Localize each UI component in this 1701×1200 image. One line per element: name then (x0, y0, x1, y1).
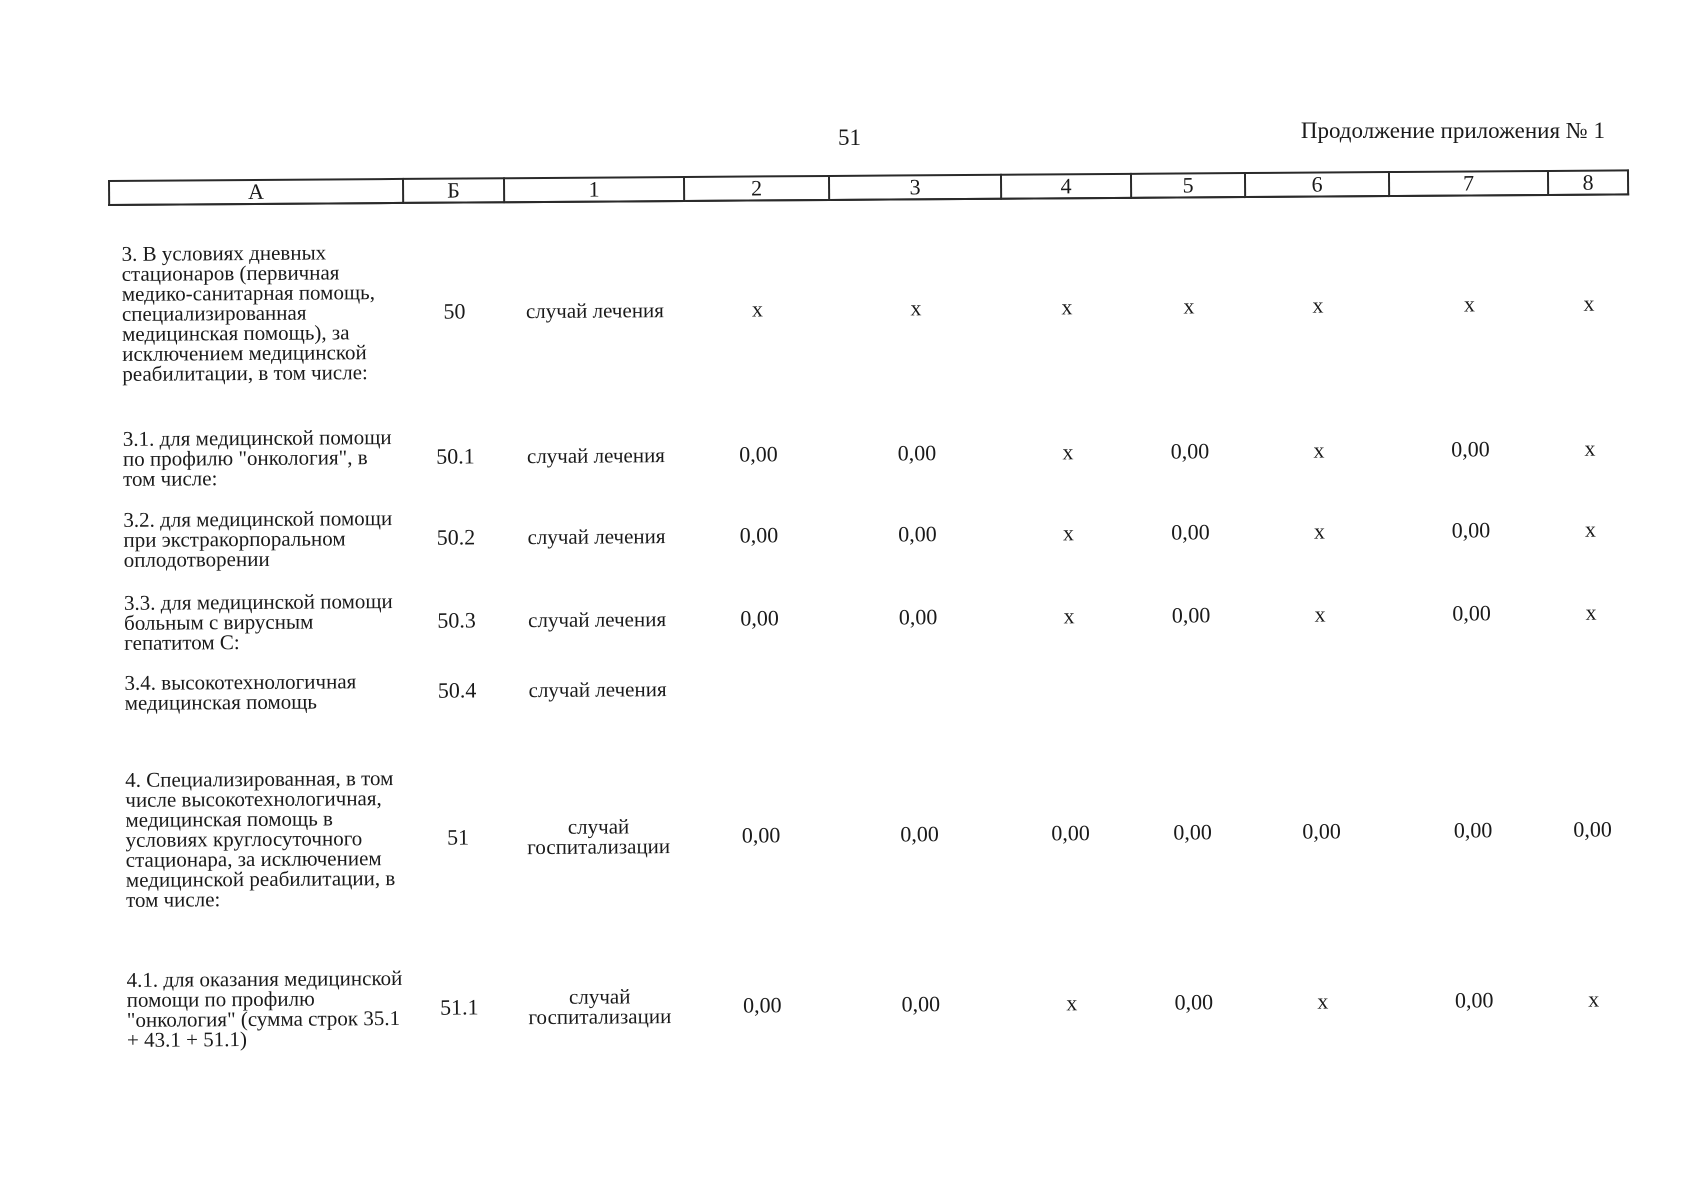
cell-value: 0,00 (1171, 519, 1210, 545)
cell-value: 0,00 (1452, 600, 1491, 626)
row-unit: случай лечения (526, 443, 666, 469)
cell-value: 0,00 (901, 991, 941, 1017)
cell-value: 0,00 (1453, 817, 1493, 843)
row-code: 50 (443, 298, 466, 324)
row-unit: случай госпитализации (528, 984, 672, 1030)
cell-value (687, 657, 832, 720)
cell-value: x (1317, 988, 1329, 1014)
column-header-b: Б (403, 178, 504, 203)
cell-value: x (1583, 290, 1595, 316)
cell-value (1134, 654, 1248, 717)
column-header-1: 1 (504, 177, 684, 202)
column-header-4: 4 (1001, 174, 1131, 199)
cell-value: 0,00 (1302, 818, 1341, 844)
row-label: 3.3. для медицинской помощи больным с вирусным гепатитом С: (123, 589, 393, 655)
table-row (111, 411, 1630, 496)
cell-value: 0,00 (739, 441, 778, 467)
page-number: 51 (838, 125, 861, 150)
cell-value: 0,00 (898, 521, 937, 547)
cell-value: x (1313, 437, 1325, 463)
cell-value: 0,00 (1451, 517, 1491, 543)
cell-value (832, 656, 1004, 719)
table-row (109, 194, 1629, 422)
cell-value: 0,00 (1573, 816, 1612, 842)
cell-value: 0,00 (739, 522, 779, 548)
column-header-3: 3 (829, 175, 1001, 200)
column-header-7: 7 (1389, 171, 1548, 196)
cell-value (1248, 653, 1392, 716)
table-row (114, 945, 1634, 1064)
cell-value: x (1584, 516, 1597, 542)
cell-value: 0,00 (1051, 820, 1090, 846)
column-header-6: 6 (1245, 172, 1389, 197)
cell-value: x (1063, 603, 1075, 629)
row-label: 3. В условиях дневных стационаров (первичная медико-санитарная помощь, специализированная медицинская помощь), за исключением медицинской реабилитации, в том числе: (121, 240, 375, 386)
cell-value: 0,00 (1454, 987, 1494, 1013)
row-unit: случай лечения (528, 677, 667, 703)
row-label: 4. Специализированная, в том числе высокотехнологичная, медицинская помощь в условиях круглосуточного стационара, за исключением медицинской реабилитации, в том числе: (125, 766, 396, 912)
column-header-5: 5 (1131, 173, 1245, 198)
cell-value: x (1062, 439, 1074, 465)
cell-value (1551, 651, 1631, 714)
row-code: 51 (447, 824, 470, 850)
row-code: 50.3 (437, 607, 476, 633)
cell-value: x (1061, 294, 1073, 320)
cell-value: x (910, 295, 922, 321)
data-table (108, 169, 1635, 1064)
row-unit: случай лечения (528, 607, 667, 633)
table-row (112, 651, 1631, 724)
cell-value: 0,00 (1174, 989, 1214, 1015)
cell-value: x (1584, 435, 1596, 461)
cell-value: x (1463, 291, 1475, 317)
continuation-note: Продолжение приложения № 1 (1300, 118, 1605, 143)
cell-value: 0,00 (742, 992, 782, 1018)
table-body (109, 194, 1634, 1064)
column-header-2: 2 (684, 176, 829, 201)
table-row (113, 713, 1634, 956)
table-row (112, 573, 1632, 662)
row-label: 3.4. высокотехнологичная медицинская помощь (124, 669, 357, 715)
row-label: 4.1. для оказания медицинской помощи по профилю "онкология" (сумма строк 35.1 + 43.1 + 51.1) (126, 965, 403, 1052)
row-code: 50.1 (436, 443, 475, 469)
cell-value: x (1314, 601, 1326, 627)
cell-value (1004, 655, 1134, 718)
cell-value: x (1066, 990, 1078, 1016)
cell-value: 0,00 (1173, 819, 1212, 845)
row-unit: случай госпитализации (527, 814, 671, 860)
column-header-8: 8 (1548, 170, 1628, 195)
row-label: 3.1. для медицинской помощи по профилю "онкология", в том числе: (122, 425, 392, 491)
row-unit: случай лечения (525, 298, 664, 324)
cell-value: x (1588, 986, 1600, 1012)
table-row (111, 485, 1631, 584)
cell-value: 0,00 (740, 605, 779, 631)
cell-value: 0,00 (898, 604, 938, 630)
cell-value: 0,00 (1171, 602, 1211, 628)
cell-value: 0,00 (900, 821, 939, 847)
cell-value: x (1585, 599, 1597, 625)
row-label: 3.2. для медицинской помощи при экстракорпоральном оплодотворении (123, 506, 393, 572)
cell-value: 0,00 (897, 440, 937, 466)
column-header-a: А (109, 179, 403, 205)
cell-value (1392, 652, 1551, 715)
cell-value: x (1183, 293, 1195, 319)
row-code: 51.1 (439, 994, 479, 1020)
cell-value: 0,00 (1451, 436, 1490, 462)
cell-value: x (1313, 518, 1326, 544)
cell-value: 0,00 (1170, 438, 1210, 464)
cell-value: x (1062, 520, 1075, 546)
cell-value: x (1312, 292, 1324, 318)
cell-value: x (751, 296, 764, 322)
row-unit: случай лечения (527, 524, 666, 550)
row-code: 50.4 (437, 677, 477, 703)
row-code: 50.2 (436, 524, 476, 550)
cell-value: 0,00 (741, 822, 781, 848)
data-table-container (108, 169, 1628, 1064)
